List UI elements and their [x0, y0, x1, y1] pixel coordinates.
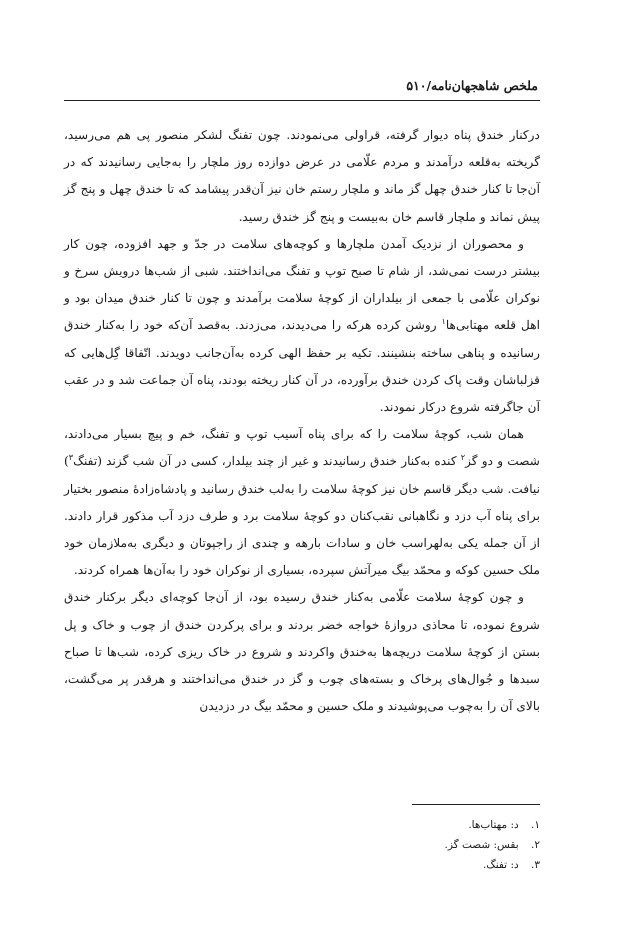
footnote-text: د: تفنگ. [482, 859, 522, 871]
paragraph-text: و محصوران از نزدیک آمدن ملچارها و کوچه‌های سلامت در جدّ و جهد افزوده، چون کار بیشتر درست نمی‌شد، از شام تا صبح توپ و تفنگ می‌انداختند. شبی از شب‌ها درویش سرخ و نوکران علّامی با جمعی از بیلداران از کوچهٔ سلامت برآمدند و چون تا کنار خندق میدان بود و اهل قلعه مهتابی‌ها [64, 236, 541, 333]
footnote-reference[interactable]: ۳ [68, 453, 74, 463]
paragraph-text: کنده به‌کنار خندق رسانیدند و غیر از چند بیلدار، کسی در آن شب گزند (تفنگ [73, 454, 461, 469]
paragraph-text: روشن کرده هرکه را می‌دیدند، می‌زدند. به‌قصد آن‌که خود را به‌کنار خندق رسانیده و پناهی ساخته بنشینند. تکیه بر حفظ الهی کرده به‌آن‌جانب دویدند. اتّفاقا گِل‌هایی که قزلباشان وقت پاک کردن خندق برآورده، در آن کنار ریخته بودند، پناه آن جماعت شد و در عقب آن جاگرفته شروع درکار نمودند. [64, 318, 540, 415]
paragraph [64, 122, 540, 231]
running-header: ملخص شاهجهان‌نامه/۵۱۰ [406, 78, 538, 93]
footnote-number: ۳. [531, 859, 540, 871]
header-rule [64, 100, 540, 101]
footnotes [300, 815, 540, 875]
footnote-number: ۱. [531, 819, 540, 831]
footnote-number: ۲. [531, 839, 540, 851]
paragraph-text: همان شب، کوچهٔ سلامت را که برای پناه آسیب توپ و تفنگ، خم و پیچ بسیار می‌دادند، شصت و دو گز [64, 427, 540, 469]
footnote [300, 835, 540, 855]
paragraph [64, 421, 540, 584]
footnote-rule [412, 804, 540, 805]
footnote-text: بقس: شصت گز. [444, 839, 522, 851]
footnote-reference[interactable]: ۱ [441, 317, 446, 327]
footnote [300, 855, 540, 875]
paragraph-text: و چون کوچهٔ سلامت علّامی به‌کنار خندق رسیده بود، از آن‌جا کوچه‌ای دیگر برکنار خندق شروع نموده، تا محاذی دروازهٔ خواجه خضر بردند و برای پرکردن خندق از چوب و خاک و پل بستن از کوچهٔ سلامت دریچه‌ها به‌خندق واکردند و شروع در خاک ریزی کرده، شب‌ها تا صباح سبدها و جُوال‌های پرخاک و بسته‌های چوب و گز در خندق می‌انداختند و هرقدر پر می‌گشت، بالای آن را به‌چوب می‌پوشیدند و ملک حسین و محمّد بیگ در دزدیدن [64, 590, 540, 714]
paragraph [64, 584, 540, 720]
paragraph-text: درکنار خندق پناه دیوار گرفته، قراولی می‌نمودند. چون تفنگ لشکر منصور پی هم می‌رسید، گریخته به‌قلعه درآمدند و مردم علّامی در عرض دوازده روز ملچار را به‌جایی رسانیدند که در آن‌جا تا کنار خندق چهل گز ماند و ملچار رستم خان نیز آن‌قدر پیشامد که تا خندق چهل و پنج گز پیش نماند و ملچار قاسم خان به‌بیست و پنج گز خندق رسید. [64, 128, 540, 224]
footnote-text: د: مهتاب‌ها. [468, 819, 522, 831]
footnote [300, 815, 540, 835]
paragraph-text: ) نیافت. شب دیگر قاسم خان نیز کوچهٔ سلامت را به‌لب خندق رسانید و پادشاه‌زادهٔ منصور بختیار برای پناه آب دزد و نگاهبانی نقب‌کنان دو کوچهٔ سلامت برد و طرف دزد آب مذکور قرار دادند. از آن جمله یکی به‌لهراسب خان و سادات بارهه و چندی از راجپوتان و دیگری به‌ملازمان خود ملک حسین کوکه و محمّد بیگ میرآتش سپرده، بسیاری از نوکران خود را به‌آن‌ها همراه کردند. [64, 454, 540, 578]
paragraph [64, 231, 540, 421]
footnote-reference[interactable]: ۲ [460, 453, 466, 463]
body-text [64, 122, 540, 720]
